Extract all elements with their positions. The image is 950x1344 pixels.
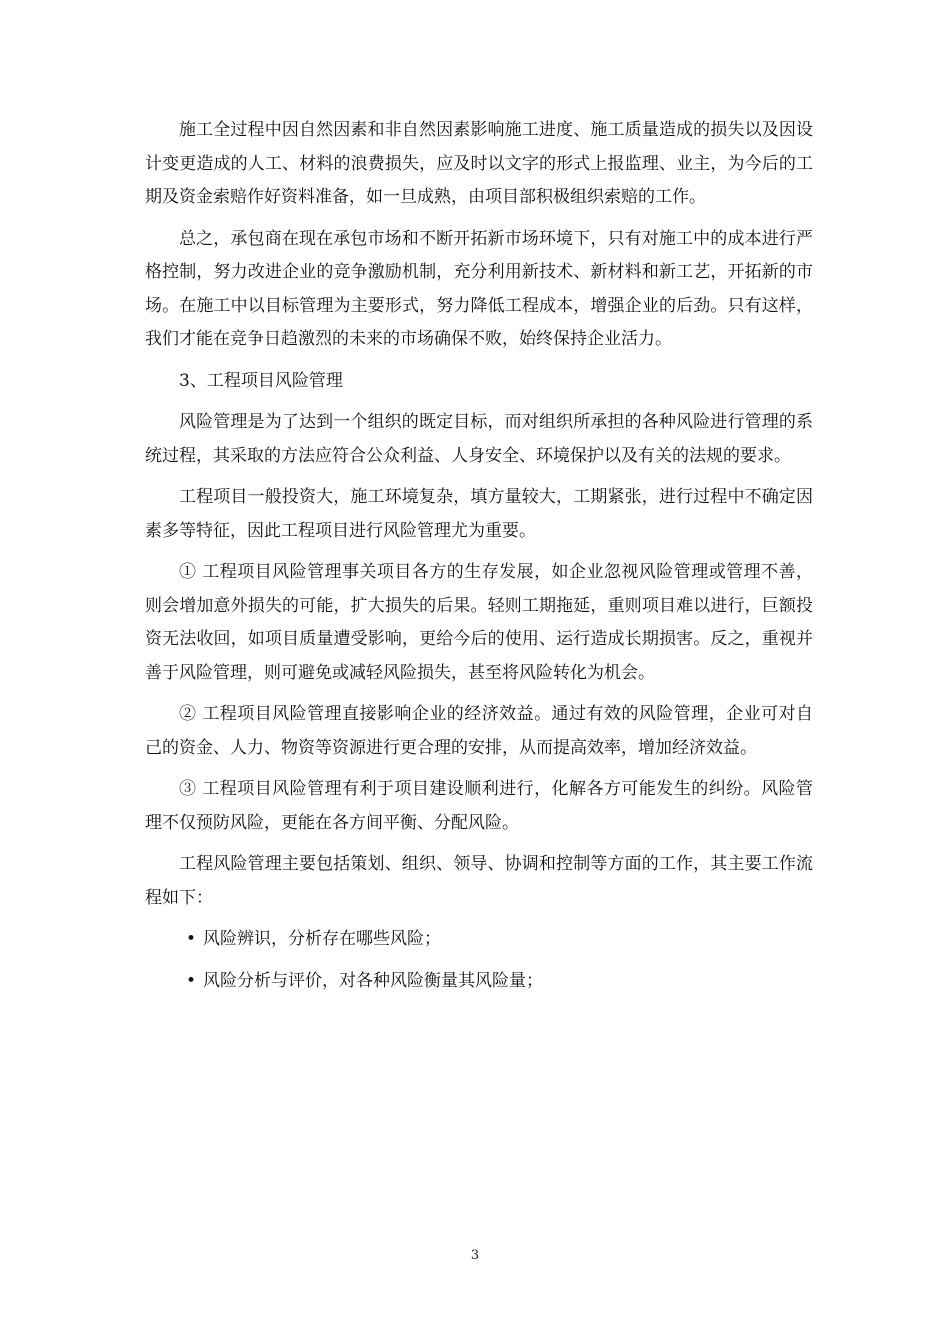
list-item-text: 风险分析与评价，对各种风险衡量其风险量； (203, 970, 543, 991)
paragraph-loss-reporting: 施工全过程中因自然因素和非自然因素影响施工进度、施工质量造成的损失以及因设计变更造成的人工、材料的浪费损失，应及时以文字的形式上报监理、业主，为今后的工期及资金索赔作好资料准备，如一旦成熟，由项目部积极组织索赔的工作。 (145, 120, 813, 207)
paragraph-cost-control-summary: 总之，承包商在现在承包市场和不断开拓新市场环境下，只有对施工中的成本进行严格控制，努力改进企业的竞争激励机制，充分利用新技术、新材料和新工艺，开拓新的市场。在施工中以目标管理为主要形式，努力降低工程成本，增强企业的后劲。只有这样，我们才能在竞争日趋激烈的未来的市场确保不败，始终保持企业活力。 (145, 228, 813, 349)
list-item (145, 965, 813, 999)
paragraph-risk-importance: 工程项目一般投资大，施工环境复杂，填方量较大，工期紧张，进行过程中不确定因素多等特征，因此工程项目进行风险管理尤为重要。 (145, 487, 813, 541)
paragraph-risk-definition: 风险管理是为了达到一个组织的既定目标，而对组织所承担的各种风险进行管理的系统过程，其采取的方法应符合公众利益、人身安全、环境保护以及有关的法规的要求。 (145, 412, 813, 466)
bullet-icon: • (186, 929, 197, 949)
page-body (145, 114, 813, 1006)
section-heading: 3、工程项目风险管理 (179, 370, 343, 391)
page-number: 3 (470, 1248, 480, 1263)
paragraph-point-2: ② 工程项目风险管理直接影响企业的经济效益。通过有效的风险管理，企业可对自己的资金、人力、物资等资源进行更合理的安排，从而提高效率，增加经济效益。 (145, 704, 813, 758)
paragraph-workflow-intro: 工程风险管理主要包括策划、组织、领导、协调和控制等方面的工作，其主要工作流程如下： (145, 854, 813, 908)
paragraph-point-3: ③ 工程项目风险管理有利于项目建设顺利进行，化解各方可能发生的纠纷。风险管理不仅预防风险，更能在各方间平衡、分配风险。 (145, 779, 813, 833)
list-item (145, 923, 813, 957)
paragraph-point-1: ① 工程项目风险管理事关项目各方的生存发展，如企业忽视风险管理或管理不善，则会增加意外损失的可能，扩大损失的后果。轻则工期拖延，重则项目难以进行，巨额投资无法收回，如项目质量遭受影响，更给今后的使用、运行造成长期损害。反之，重视并善于风险管理，则可避免或减轻风险损失，甚至将风险转化为机会。 (145, 562, 813, 683)
bullet-icon: • (186, 970, 197, 991)
list-item-text: 风险辨识，分析存在哪些风险； (203, 929, 441, 949)
